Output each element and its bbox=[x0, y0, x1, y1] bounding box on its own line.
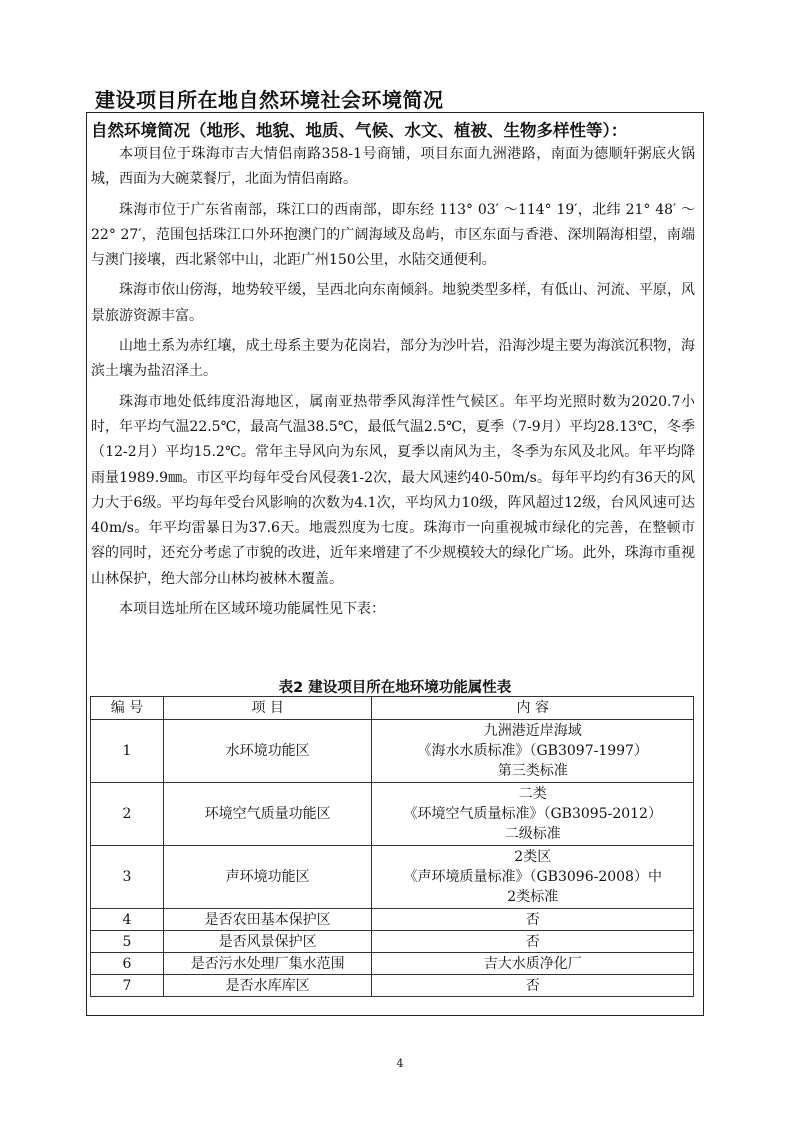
paragraph-soil: 山地土系为赤红壤，成土母系主要为花岗岩，部分为沙叶岩，沿海沙堤主要为海滨沉积物，海滨土壤为盐沼泽土。 bbox=[91, 338, 695, 380]
content-line: 九洲港近岸海域 bbox=[483, 723, 582, 739]
paragraph-geography: 珠海市位于广东省南部，珠江口的西南部，即东经 113° 03′ ～114° 19′，北纬 21° 48′ ～22° 27′，范围包括珠江口外环抱澳门的广阔海域及岛屿，市区东面与香港、深圳隔海相望，南端与澳门接壤，西北紧邻中山，北距广州150公里，水陆交通便利。 bbox=[91, 201, 695, 269]
cell-item: 水环境功能区 bbox=[163, 720, 372, 783]
cell-content bbox=[372, 846, 694, 909]
content-line: 2类标准 bbox=[507, 889, 559, 905]
content-line: 《海水水质标准》（GB3097-1997） bbox=[417, 743, 648, 759]
cell-item: 是否污水处理厂集水范围 bbox=[163, 953, 372, 975]
page-title: 建设项目所在地自然环境社会环境简况 bbox=[95, 88, 444, 112]
body-text bbox=[91, 142, 695, 627]
table-row bbox=[91, 975, 694, 997]
content-line: 《声环境质量标准》（GB3096-2008）中 bbox=[403, 869, 662, 885]
content-line: 《环境空气质量标准》（GB3095-2012） bbox=[403, 806, 662, 822]
table-row bbox=[91, 846, 694, 909]
cell-item: 是否风景保护区 bbox=[163, 931, 372, 953]
cell-item: 是否水库库区 bbox=[163, 975, 372, 997]
table-row bbox=[91, 953, 694, 975]
content-line: 二类 bbox=[518, 786, 547, 802]
section-heading: 自然环境简况（地形、地貌、地质、气候、水文、植被、生物多样性等）： bbox=[91, 121, 628, 140]
cell-content: 否 bbox=[372, 909, 694, 931]
cell-content: 否 bbox=[372, 931, 694, 953]
cell-no: 4 bbox=[91, 909, 164, 931]
content-line: 第三类标准 bbox=[497, 763, 568, 779]
cell-content bbox=[372, 783, 694, 846]
paragraph-table-intro: 本项目选址所在区域环境功能属性见下表： bbox=[119, 601, 385, 618]
table-header-row bbox=[91, 697, 694, 720]
cell-item: 是否农田基本保护区 bbox=[163, 909, 372, 931]
paragraph-climate: 珠海市地处低纬度沿海地区，属南亚热带季风海洋性气候区。年平均光照时数为2020.7小时，年平均气温22.5℃，最高气温38.5℃，最低气温2.5℃，夏季（7-9月）平均28.13℃，冬季（12-2月）平均15.2℃。常年主导风向为东风，夏季以南风为主，冬季为东风及北风。年平均降雨量1989.9㎜。市区平均每年受台风侵袭1-2次，最大风速约40-50m/s。每年平均约有36天的风力大于6级。平均每年受台风影响的次数为4.1次，平均风力10级，阵风超过12级，台风风速可达40m/s。年平均雷暴日为37.6天。地震烈度为七度。珠海市一向重视城市绿化的完善，在整顿市容的同时，还充分考虑了市貌的改进，近年来增建了不少规模较大的绿化广场。此外，珠海市重视山林保护，绝大部分山林均被林木覆盖。 bbox=[91, 393, 695, 587]
paragraph-terrain: 珠海市依山傍海，地势较平缓，呈西北向东南倾斜。地貌类型多样，有低山、河流、平原，风景旅游资源丰富。 bbox=[91, 282, 695, 324]
cell-item: 环境空气质量功能区 bbox=[163, 783, 372, 846]
header-item: 项 目 bbox=[163, 697, 372, 720]
table-row bbox=[91, 909, 694, 931]
content-line: 二级标准 bbox=[504, 826, 561, 842]
content-frame bbox=[86, 112, 704, 1016]
table-row bbox=[91, 783, 694, 846]
cell-no: 7 bbox=[91, 975, 164, 997]
table-row bbox=[91, 931, 694, 953]
cell-item: 声环境功能区 bbox=[163, 846, 372, 909]
table-caption: 表2 建设项目所在地环境功能属性表 bbox=[278, 680, 512, 696]
cell-no: 3 bbox=[91, 846, 164, 909]
cell-no: 6 bbox=[91, 953, 164, 975]
paragraph-location: 本项目位于珠海市吉大情侣南路358-1号商铺，项目东面九洲港路，南面为德顺轩粥底火锅城，西面为大碗菜餐厅，北面为情侣南路。 bbox=[91, 146, 695, 188]
table-row bbox=[91, 720, 694, 783]
page-number: 4 bbox=[396, 1057, 404, 1070]
cell-content bbox=[372, 720, 694, 783]
cell-no: 1 bbox=[91, 720, 164, 783]
environment-function-table bbox=[90, 696, 694, 997]
cell-no: 5 bbox=[91, 931, 164, 953]
header-content: 内 容 bbox=[372, 697, 694, 720]
cell-content: 吉大水质净化厂 bbox=[372, 953, 694, 975]
cell-content: 否 bbox=[372, 975, 694, 997]
content-line: 2类区 bbox=[514, 849, 552, 865]
cell-no: 2 bbox=[91, 783, 164, 846]
header-no: 编 号 bbox=[91, 697, 164, 720]
